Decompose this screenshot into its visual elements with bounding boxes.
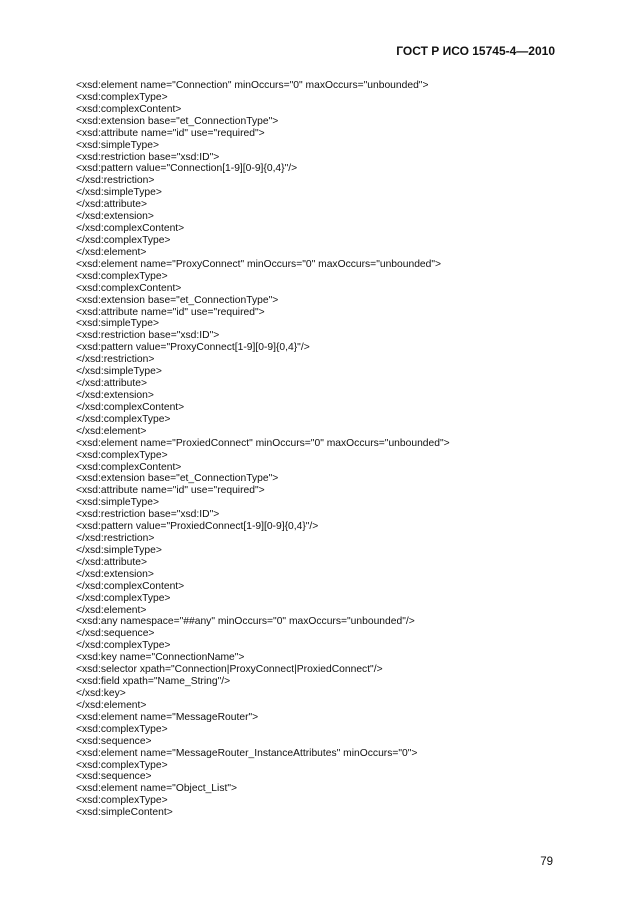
code-line: </xsd:restriction> <box>76 175 155 187</box>
code-line: </xsd:element> <box>76 425 147 437</box>
code-line: <xsd:element name="MessageRouter_InstanceAttributes" minOccurs="0"> <box>76 747 418 759</box>
code-line: </xsd:attribute> <box>76 199 147 211</box>
code-line: <xsd:sequence> <box>76 771 152 783</box>
code-line: <xsd:simpleType> <box>76 318 159 330</box>
code-line: </xsd:complexType> <box>76 413 171 425</box>
code-line: </xsd:complexContent> <box>76 223 185 235</box>
code-line: <xsd:simpleType> <box>76 497 159 509</box>
code-line: <xsd:simpleType> <box>76 139 159 151</box>
code-line: </xsd:element> <box>76 699 147 711</box>
code-line: <xsd:selector xpath="Connection|ProxyConnect|ProxiedConnect"/> <box>76 664 383 676</box>
code-line: <xsd:attribute name="id" use="required"> <box>76 306 265 318</box>
code-line: <xsd:complexType> <box>76 91 168 103</box>
code-line: </xsd:complexContent> <box>76 580 185 592</box>
code-line: </xsd:simpleType> <box>76 366 162 378</box>
code-line: <xsd:complexContent> <box>76 103 182 115</box>
code-line: </xsd:complexType> <box>76 234 171 246</box>
code-line: <xsd:complexContent> <box>76 282 182 294</box>
code-line: </xsd:extension> <box>76 211 154 223</box>
page-number: 79 <box>540 856 553 868</box>
code-line: </xsd:element> <box>76 246 147 258</box>
code-line: <xsd:element name="ProxiedConnect" minOccurs="0" maxOccurs="unbounded"> <box>76 437 450 449</box>
code-line: <xsd:complexType> <box>76 270 168 282</box>
code-line: <xsd:complexType> <box>76 759 168 771</box>
code-line: <xsd:pattern value="Connection[1-9][0-9]{0,4}"/> <box>76 163 298 175</box>
code-line: <xsd:field xpath="Name_String"/> <box>76 676 231 688</box>
code-line: </xsd:extension> <box>76 568 154 580</box>
code-line: <xsd:element name="ProxyConnect" minOccurs="0" maxOccurs="unbounded"> <box>76 258 442 270</box>
code-line: <xsd:extension base="et_ConnectionType"> <box>76 473 279 485</box>
code-line: </xsd:restriction> <box>76 354 155 366</box>
code-line: <xsd:sequence> <box>76 735 152 747</box>
code-line: <xsd:element name="MessageRouter"> <box>76 711 259 723</box>
code-line: </xsd:simpleType> <box>76 187 162 199</box>
xsd-code-listing <box>76 80 450 819</box>
code-line: </xsd:extension> <box>76 389 154 401</box>
code-line: </xsd:complexContent> <box>76 401 185 413</box>
code-line: </xsd:complexType> <box>76 592 171 604</box>
code-line: <xsd:any namespace="##any" minOccurs="0" maxOccurs="unbounded"/> <box>76 616 415 628</box>
code-line: </xsd:complexType> <box>76 640 171 652</box>
code-line: <xsd:complexType> <box>76 795 168 807</box>
code-line: <xsd:element name="Object_List"> <box>76 783 237 795</box>
code-line: <xsd:attribute name="id" use="required"> <box>76 127 265 139</box>
code-line: </xsd:attribute> <box>76 378 147 390</box>
code-line: </xsd:restriction> <box>76 533 155 545</box>
code-line: <xsd:pattern value="ProxyConnect[1-9][0-9]{0,4}"/> <box>76 342 310 354</box>
code-line: <xsd:complexType> <box>76 449 168 461</box>
code-line: <xsd:extension base="et_ConnectionType"> <box>76 115 279 127</box>
document-standard-header: ГОСТ Р ИСО 15745-4—2010 <box>396 44 555 58</box>
code-line: <xsd:attribute name="id" use="required"> <box>76 485 265 497</box>
code-line: </xsd:key> <box>76 688 126 700</box>
code-line: </xsd:sequence> <box>76 628 155 640</box>
code-line: <xsd:restriction base="xsd:ID"> <box>76 509 220 521</box>
code-line: <xsd:restriction base="xsd:ID"> <box>76 330 220 342</box>
code-line: <xsd:simpleContent> <box>76 807 173 819</box>
code-line: <xsd:complexType> <box>76 723 168 735</box>
code-line: </xsd:simpleType> <box>76 544 162 556</box>
code-line: <xsd:complexContent> <box>76 461 182 473</box>
code-line: </xsd:attribute> <box>76 556 147 568</box>
code-line: </xsd:element> <box>76 604 147 616</box>
code-line: <xsd:pattern value="ProxiedConnect[1-9][0-9]{0,4}"/> <box>76 521 319 533</box>
code-line: <xsd:element name="Connection" minOccurs="0" maxOccurs="unbounded"> <box>76 80 429 91</box>
code-line: <xsd:extension base="et_ConnectionType"> <box>76 294 279 306</box>
code-line: <xsd:key name="ConnectionName"> <box>76 652 245 664</box>
code-line: <xsd:restriction base="xsd:ID"> <box>76 151 220 163</box>
